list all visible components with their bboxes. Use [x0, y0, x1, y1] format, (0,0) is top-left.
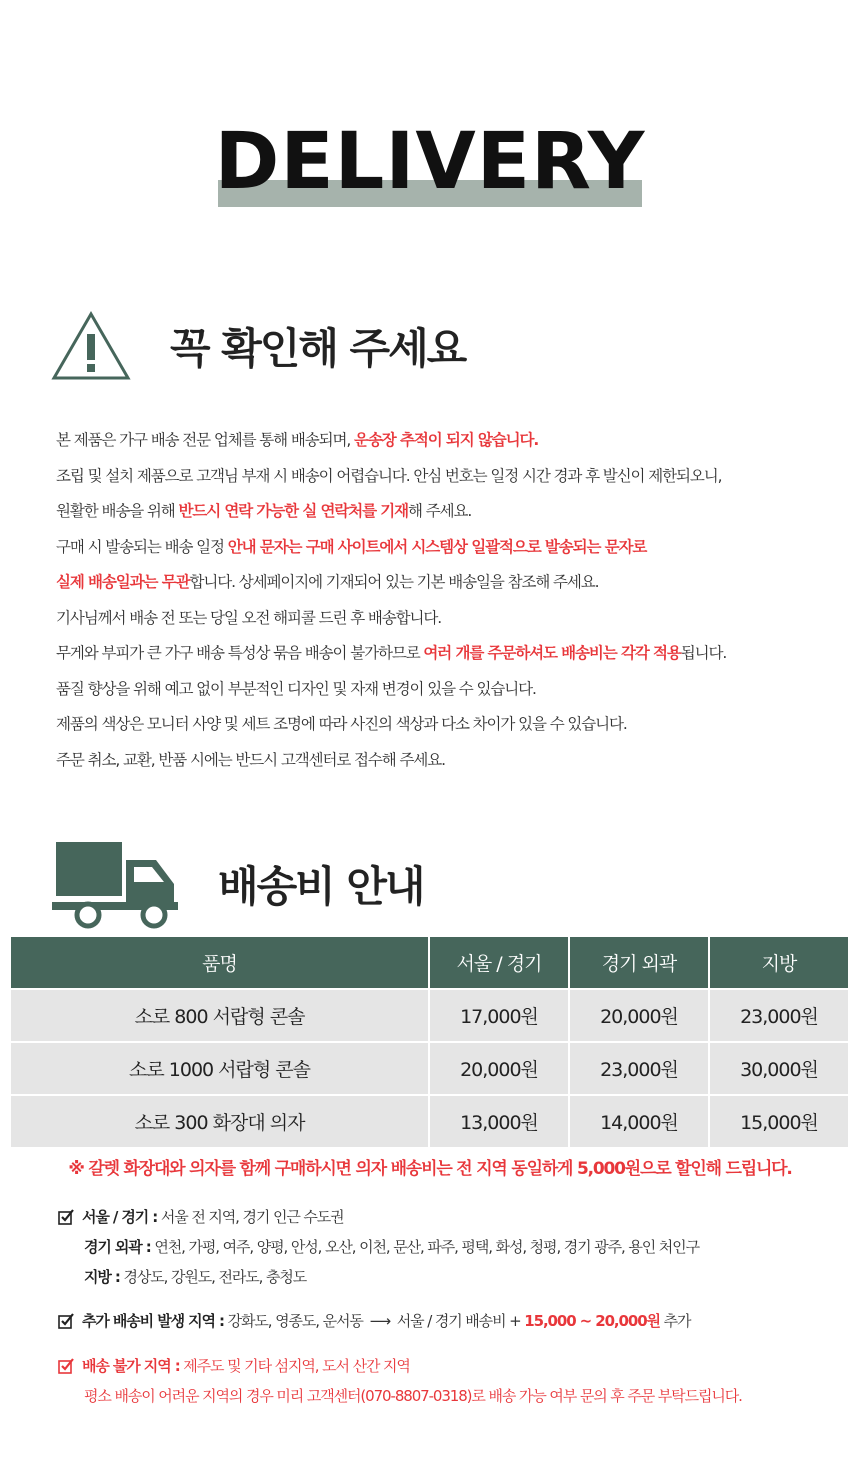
warning-heading: 꼭 확인해 주세요 [170, 324, 466, 373]
column-header: 지방 [709, 937, 848, 989]
notice-item: 원활한 배송을 위해 반드시 연락 가능한 실 연락처를 기재해 주세요. [56, 502, 472, 520]
notice-item: 본 제품은 가구 배송 전문 업체를 통해 배송되며, 운송장 추적이 되지 않습니다. [56, 431, 539, 449]
area-text: 제주도 및 기타 섬지역, 도서 산간 지역 [179, 1357, 410, 1375]
checkbox-checked-icon [58, 1209, 74, 1225]
checkbox-checked-icon [58, 1313, 74, 1329]
price-cell: 15,000원 [709, 1095, 848, 1147]
price-cell: 20,000원 [429, 1042, 569, 1095]
column-header: 경기 외곽 [569, 937, 709, 989]
area-line-unavailable [58, 1351, 742, 1381]
extra-fee-base: 서울 / 경기 배송비 + [396, 1312, 525, 1330]
arrow-right-icon: ⟶ [369, 1312, 390, 1330]
notice-item: 제품의 색상은 모니터 사양 및 세트 조명에 따라 사진의 색상과 다소 차이가 있을 수 있습니다. [56, 715, 627, 733]
delivery-fee-section-header [52, 838, 423, 930]
warning-section-header [50, 310, 465, 382]
area-label: 경기 외곽 : [84, 1238, 151, 1256]
table-header-row [11, 937, 848, 989]
price-cell: 14,000원 [569, 1095, 709, 1147]
area-label: 추가 배송비 발생 지역 : [82, 1312, 224, 1330]
area-text: 서울 전 지역, 경기 인근 수도권 [157, 1208, 344, 1226]
delivery-title-block [0, 118, 860, 210]
delivery-fee-table [11, 937, 848, 1147]
product-name-cell: 소로 800 서랍형 콘솔 [11, 989, 429, 1042]
notice-item: 구매 시 발송되는 배송 일정 안내 문자는 구매 사이트에서 시스템상 일괄적으로 발송되는 문자로 [56, 537, 647, 556]
notice-list [56, 425, 846, 780]
notice-item: 실제 배송일과는 무관합니다. 상세페이지에 기재되어 있는 기본 배송일을 참조해 주세요. [56, 573, 599, 591]
area-group-standard [58, 1202, 699, 1292]
area-text: 강화도, 영종도, 운서동 [223, 1312, 363, 1330]
delivery-fee-heading: 배송비 안내 [218, 862, 424, 911]
area-line-local [58, 1262, 699, 1292]
area-group-unavailable [58, 1351, 742, 1411]
delivery-truck-icon [52, 838, 178, 930]
table-row [11, 1042, 848, 1095]
checkbox-checked-icon [58, 1358, 74, 1374]
price-cell: 13,000원 [429, 1095, 569, 1147]
area-label: 지방 : [84, 1268, 120, 1286]
notice-item: 무게와 부피가 큰 가구 배송 특성상 묶음 배송이 불가하므로 여러 개를 주문하셔도 배송비는 각각 적용됩니다. [56, 644, 727, 662]
notice-item: 조립 및 설치 제품으로 고객님 부재 시 배송이 어렵습니다. 안심 번호는 일정 시간 경과 후 발신이 제한되오니, [56, 466, 722, 485]
extra-fee-amount: 15,000 ~ 20,000원 [524, 1312, 660, 1330]
notice-item: 품질 향상을 위해 예고 없이 부분적인 디자인 및 자재 변경이 있을 수 있습니다. [56, 679, 536, 698]
warning-triangle-icon [50, 310, 132, 382]
area-text: 연천, 가평, 여주, 양평, 안성, 오산, 이천, 문산, 파주, 평택, 화성, 청평, 경기 광주, 용인 처인구 [150, 1238, 699, 1256]
area-label: 서울 / 경기 : [82, 1208, 158, 1226]
area-line-seoul [58, 1202, 699, 1232]
table-row [11, 1095, 848, 1147]
promo-notice: ※ 갈렛 화장대와 의자를 함께 구매하시면 의자 배송비는 전 지역 동일하게 5,000원으로 할인해 드립니다. [68, 1159, 792, 1179]
price-cell: 30,000원 [709, 1042, 848, 1095]
extra-fee-suffix: 추가 [659, 1312, 691, 1330]
price-cell: 23,000원 [709, 989, 848, 1042]
area-line-outer [58, 1232, 699, 1262]
notice-item: 주문 취소, 교환, 반품 시에는 반드시 고객센터로 접수해 주세요. [56, 750, 445, 769]
notice-item: 기사님께서 배송 전 또는 당일 오전 해피콜 드린 후 배송합니다. [56, 608, 442, 627]
unavailable-note: 평소 배송이 어려운 지역의 경우 미리 고객센터(070-8807-0318)로 배송 가능 여부 문의 후 주문 부탁드립니다. [84, 1387, 742, 1405]
area-line-extra [58, 1306, 690, 1336]
product-name-cell: 소로 300 화장대 의자 [11, 1095, 429, 1147]
page-title: DELIVERY [214, 117, 646, 207]
area-text: 경상도, 강원도, 전라도, 충청도 [119, 1268, 307, 1286]
price-cell: 17,000원 [429, 989, 569, 1042]
product-name-cell: 소로 1000 서랍형 콘솔 [11, 1042, 429, 1095]
area-group-extra-fee [58, 1306, 690, 1336]
price-cell: 23,000원 [569, 1042, 709, 1095]
column-header: 품명 [11, 937, 429, 989]
column-header: 서울 / 경기 [429, 937, 569, 989]
price-cell: 20,000원 [569, 989, 709, 1042]
area-label: 배송 불가 지역 : [82, 1357, 180, 1375]
table-row [11, 989, 848, 1042]
